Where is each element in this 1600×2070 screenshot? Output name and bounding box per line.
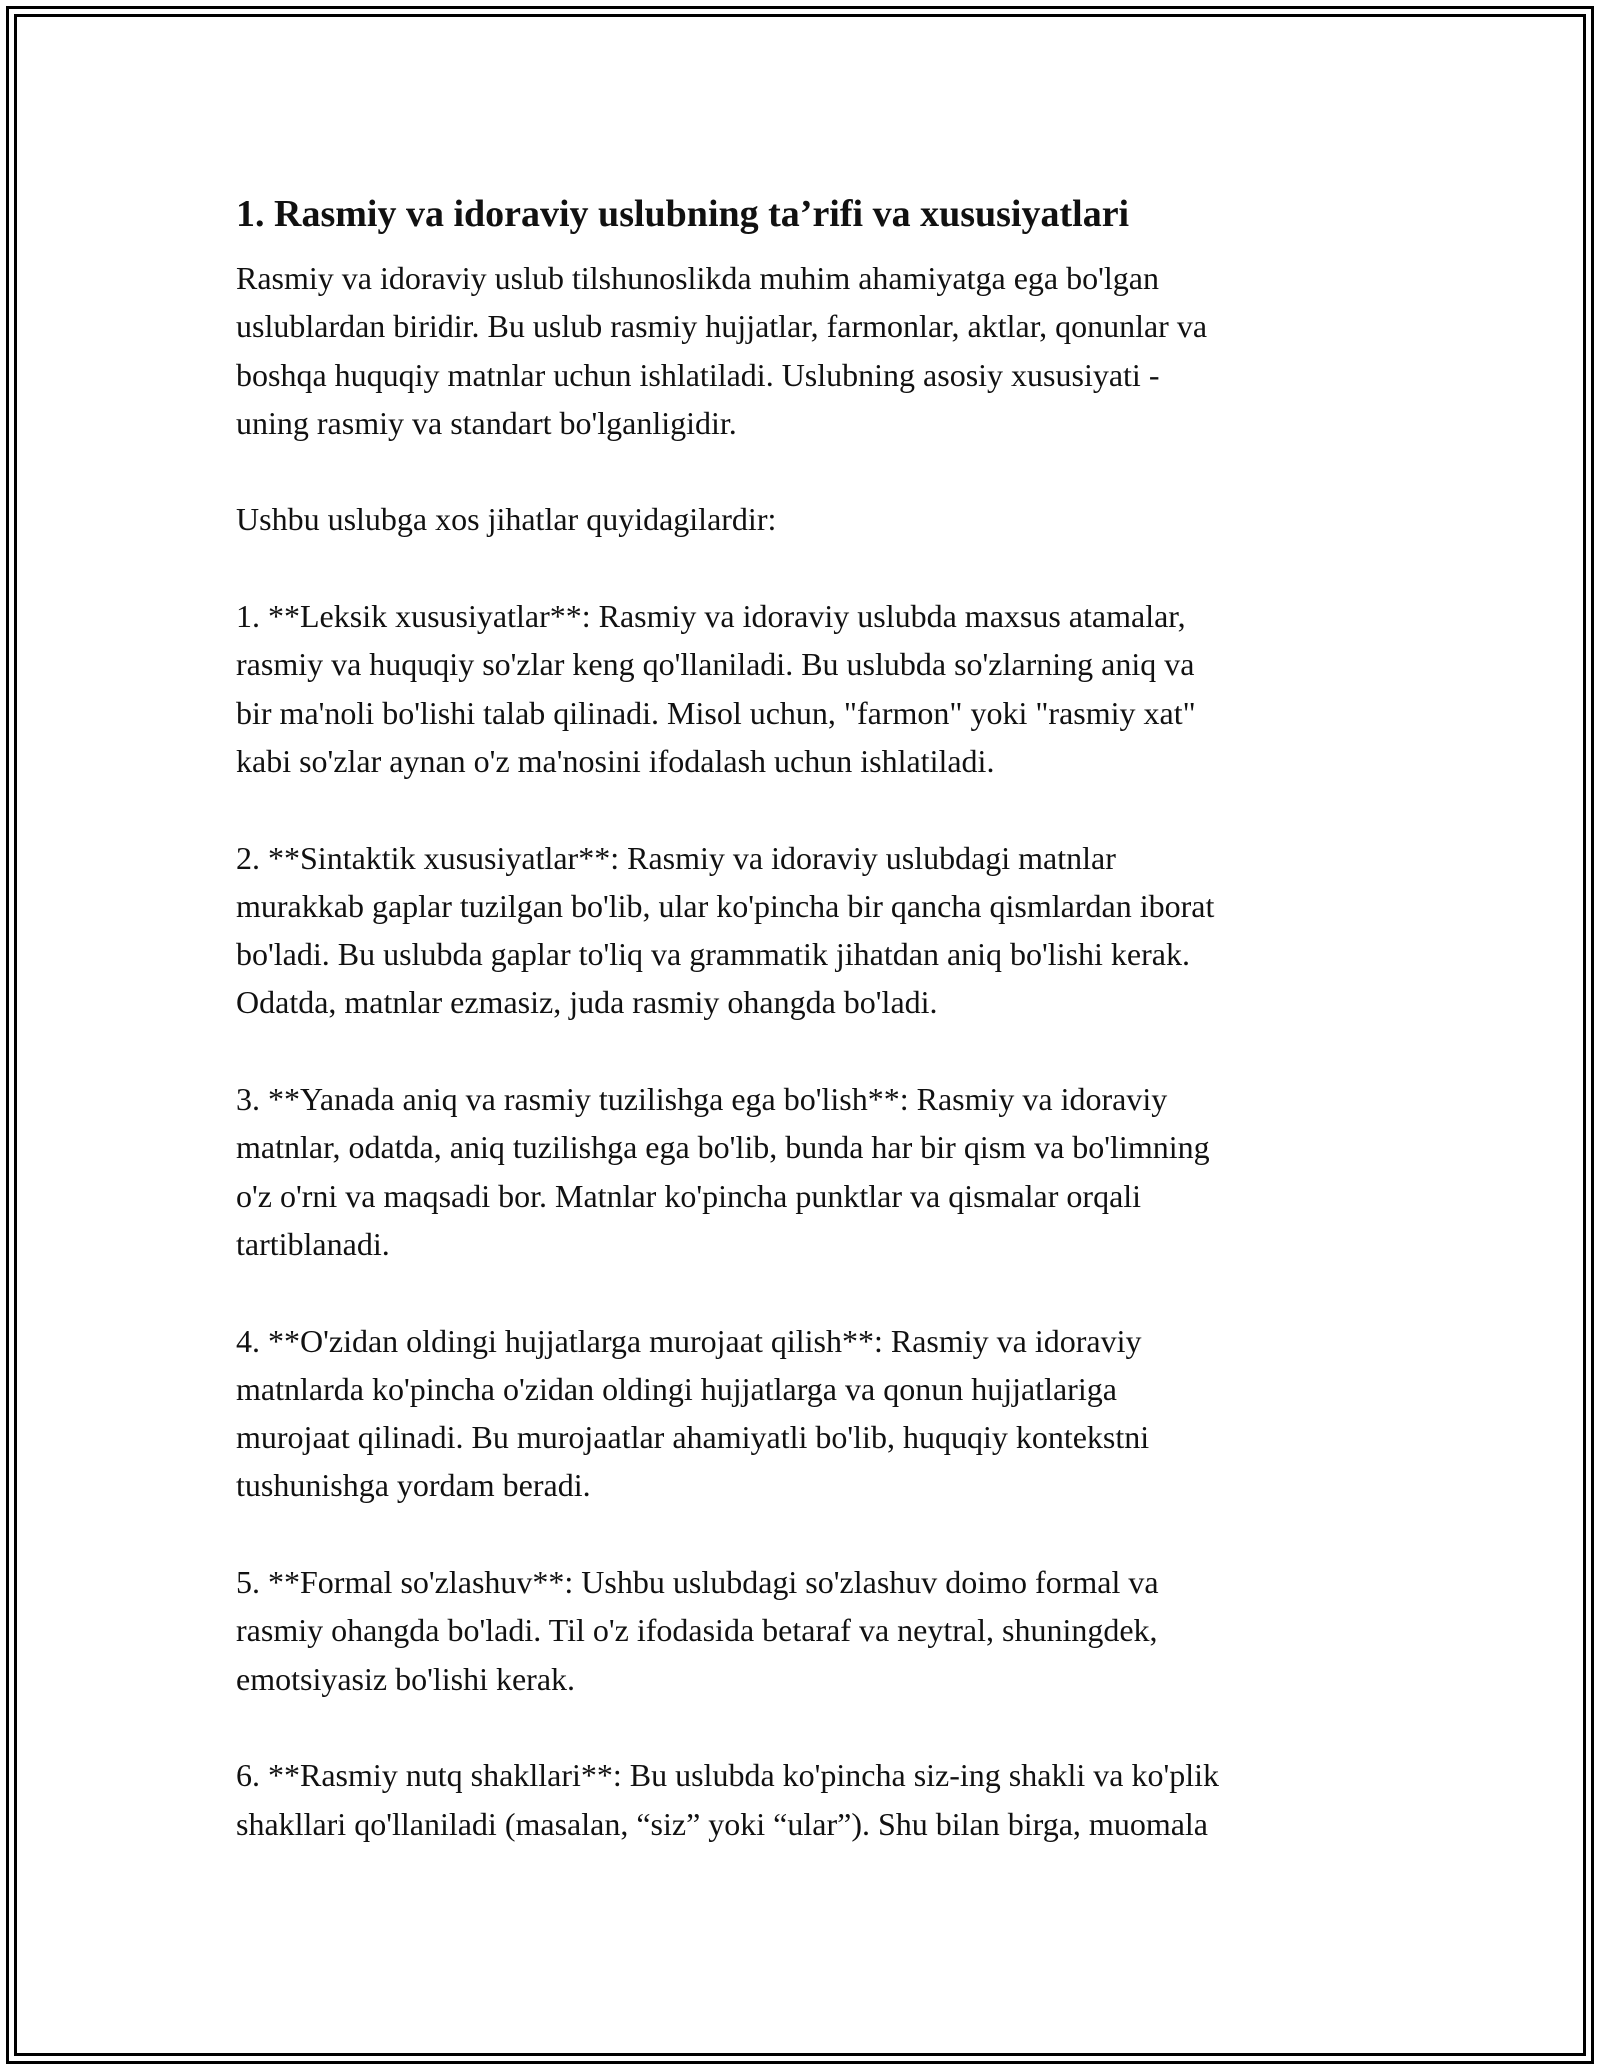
list-item-line: 3. **Yanada aniq va rasmiy tuzilishga ega bo'lish**: Rasmiy va idoraviy: [236, 1081, 1168, 1118]
list-item-line: 1. **Leksik xususiyatlar**: Rasmiy va idoraviy uslubda maxsus atamalar,: [236, 598, 1186, 635]
list-item-line: bir ma'noli bo'lishi talab qilinadi. Misol uchun, "farmon" yoki "rasmiy xat": [236, 694, 1196, 731]
list-item-line: tartiblanadi.: [236, 1225, 390, 1262]
list-item-line: Odatda, matnlar ezmasiz, juda rasmiy ohangda bo'ladi.: [236, 984, 938, 1021]
intro-paragraph: [236, 254, 1386, 447]
intro-line: Rasmiy va idoraviy uslub tilshunoslikda muhim ahamiyatga ega bo'lgan: [236, 260, 1159, 296]
list-item-line: bo'ladi. Bu uslubda gaplar to'liq va grammatik jihatdan aniq bo'lishi kerak.: [236, 936, 1190, 973]
list-item-line: shakllari qo'llaniladi (masalan, “siz” yoki “ular”). Shu bilan birga, muomala: [236, 1805, 1208, 1842]
list-item-line: matnlarda ko'pincha o'zidan oldingi hujjatlarga va qonun hujjatlariga: [236, 1370, 1117, 1407]
list-item-3: [236, 1075, 1386, 1268]
list-item-line: matnlar, odatda, aniq tuzilishga ega bo'lib, bunda har bir qism va bo'limning: [236, 1129, 1210, 1166]
list-item-line: murakkab gaplar tuzilgan bo'lib, ular ko'pincha bir qancha qismlardan iborat: [236, 887, 1215, 924]
list-item-line: rasmiy va huquqiy so'zlar keng qo'llaniladi. Bu uslubda so'zlarning aniq va: [236, 646, 1195, 683]
section-heading: 1. Rasmiy va idoraviy uslubning ta’rifi va xususiyatlari: [236, 193, 1130, 235]
list-item-line: kabi so'zlar aynan o'z ma'nosini ifodalash uchun ishlatiladi.: [236, 742, 995, 779]
list-item-line: 4. **O'zidan oldingi hujjatlarga murojaat qilish**: Rasmiy va idoraviy: [236, 1322, 1142, 1359]
lead-paragraph: Ushbu uslubga xos jihatlar quyidagilardir:: [236, 501, 777, 538]
list-item-5: [236, 1558, 1386, 1703]
list-item-line: 5. **Formal so'zlashuv**: Ushbu uslubdagi so'zlashuv doimo formal va: [236, 1564, 1159, 1601]
list-item-line: rasmiy ohangda bo'ladi. Til o'z ifodasida betaraf va neytral, shuningdek,: [236, 1612, 1158, 1649]
intro-line: uslublardan biridir. Bu uslub rasmiy hujjatlar, farmonlar, aktlar, qonunlar va: [236, 308, 1208, 345]
list-item-2: [236, 834, 1386, 1027]
list-item-4: [236, 1317, 1386, 1510]
list-item-line: murojaat qilinadi. Bu murojaatlar ahamiyatli bo'lib, huquqiy kontekstni: [236, 1419, 1150, 1456]
list-item-1: [236, 592, 1386, 785]
list-item-line: emotsiyasiz bo'lishi kerak.: [236, 1660, 576, 1697]
list-item-line: 2. **Sintaktik xususiyatlar**: Rasmiy va idoraviy uslubdagi matnlar: [236, 839, 1116, 876]
list-item-line: 6. **Rasmiy nutq shakllari**: Bu uslubda ko'pincha siz-ing shakli va ko'plik: [236, 1757, 1219, 1794]
list-item-line: o'z o'rni va maqsadi bor. Matnlar ko'pincha punktlar va qismalar orqali: [236, 1177, 1142, 1214]
document-body: [236, 186, 1386, 1848]
list-item-line: tushunishga yordam beradi.: [236, 1467, 591, 1504]
list-item-6: [236, 1751, 1386, 1848]
intro-line: boshqa huquqiy matnlar uchun ishlatiladi. Uslubning asosiy xususiyati -: [236, 356, 1160, 393]
intro-line: uning rasmiy va standart bo'lganligidir.: [236, 404, 737, 441]
